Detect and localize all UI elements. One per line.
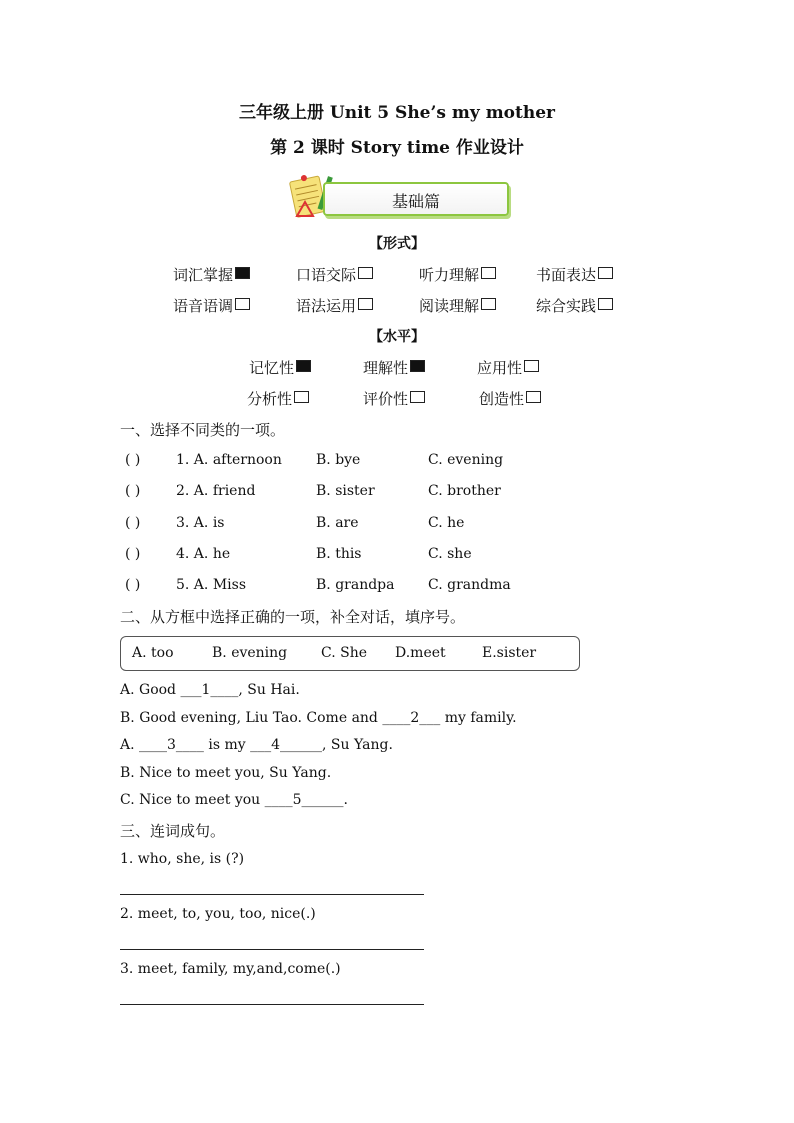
option-a: 2. A. friend: [176, 483, 256, 499]
checkbox-empty: [358, 267, 373, 279]
checkbox-checked: [296, 360, 311, 372]
option-b: B. sister: [316, 483, 375, 499]
option-a: 3. A. is: [176, 515, 225, 531]
option-b: B. bye: [316, 452, 361, 468]
level-item: 创造性: [479, 388, 541, 409]
option-c: C. she: [428, 546, 472, 562]
dialogue-line: A. Good ___1____, Su Hai.: [120, 682, 300, 698]
checkbox-empty: [526, 391, 541, 403]
answer-paren[interactable]: ( ): [125, 546, 141, 562]
option-c: C. grandma: [428, 577, 511, 593]
option-c: C. he: [428, 515, 465, 531]
checkbox-empty: [524, 360, 539, 372]
option-a: 5. A. Miss: [176, 577, 246, 593]
banner-box: [323, 182, 509, 216]
answer-paren[interactable]: ( ): [125, 483, 141, 499]
lesson-subtitle: 第 2 课时 Story time 作业设计: [270, 138, 524, 158]
answer-paren[interactable]: ( ): [125, 515, 141, 531]
form-item: 语法运用: [296, 295, 373, 316]
question-prompt: 2. meet, to, you, too, nice(.): [120, 906, 316, 922]
checkbox-checked: [235, 267, 250, 279]
form-heading: 【形式】: [369, 236, 425, 252]
form-item: 听力理解: [419, 264, 496, 285]
level-heading: 【水平】: [369, 329, 425, 345]
word-bank-option: E.sister: [482, 645, 537, 661]
level-item: 理解性: [363, 357, 425, 378]
word-bank-option: D.meet: [395, 645, 446, 661]
word-bank-option: C. She: [321, 645, 368, 661]
option-b: B. this: [316, 546, 362, 562]
question-prompt: 1. who, she, is (?): [120, 851, 245, 867]
part2-heading: 二、从方框中选择正确的一项，补全对话，填序号。: [120, 608, 466, 626]
dialogue-line: A. ____3____ is my ___4______, Su Yang.: [120, 737, 393, 753]
level-item: 分析性: [247, 388, 309, 409]
answer-line[interactable]: [120, 1004, 424, 1005]
checkbox-empty: [598, 267, 613, 279]
dialogue-line: C. Nice to meet you ____5______.: [120, 792, 349, 808]
option-c: C. brother: [428, 483, 501, 499]
form-item: 综合实践: [536, 295, 613, 316]
checkbox-empty: [294, 391, 309, 403]
checkbox-empty: [598, 298, 613, 310]
checkbox-checked: [410, 360, 425, 372]
checkbox-empty: [358, 298, 373, 310]
checkbox-empty: [235, 298, 250, 310]
worksheet-title: 三年级上册 Unit 5 She’s my mother: [238, 103, 556, 123]
checkbox-empty: [410, 391, 425, 403]
part3-heading: 三、连词成句。: [120, 822, 226, 840]
form-item: 语音语调: [173, 295, 250, 316]
section-banner: [285, 172, 513, 222]
level-item: 记忆性: [249, 357, 311, 378]
option-b: B. grandpa: [316, 577, 395, 593]
answer-line[interactable]: [120, 949, 424, 950]
banner-label: 基础篇: [391, 192, 440, 211]
answer-paren[interactable]: ( ): [125, 577, 141, 593]
dialogue-line: B. Good evening, Liu Tao. Come and ____2___ my family.: [120, 710, 517, 726]
option-a: 4. A. he: [176, 546, 231, 562]
form-item: 书面表达: [536, 264, 613, 285]
word-bank-option: B. evening: [212, 645, 288, 661]
answer-paren[interactable]: ( ): [125, 452, 141, 468]
checkbox-empty: [481, 267, 496, 279]
option-b: B. are: [316, 515, 359, 531]
level-item: 应用性: [477, 357, 539, 378]
checkbox-empty: [481, 298, 496, 310]
word-bank-option: A. too: [132, 645, 174, 661]
option-a: 1. A. afternoon: [176, 452, 282, 468]
option-c: C. evening: [428, 452, 504, 468]
form-item: 口语交际: [296, 264, 373, 285]
dialogue-line: B. Nice to meet you, Su Yang.: [120, 765, 332, 781]
part1-heading: 一、选择不同类的一项。: [120, 421, 286, 439]
question-prompt: 3. meet, family, my,and,come(.): [120, 961, 341, 977]
level-item: 评价性: [363, 388, 425, 409]
answer-line[interactable]: [120, 894, 424, 895]
form-item: 阅读理解: [419, 295, 496, 316]
form-item: 词汇掌握: [173, 264, 250, 285]
